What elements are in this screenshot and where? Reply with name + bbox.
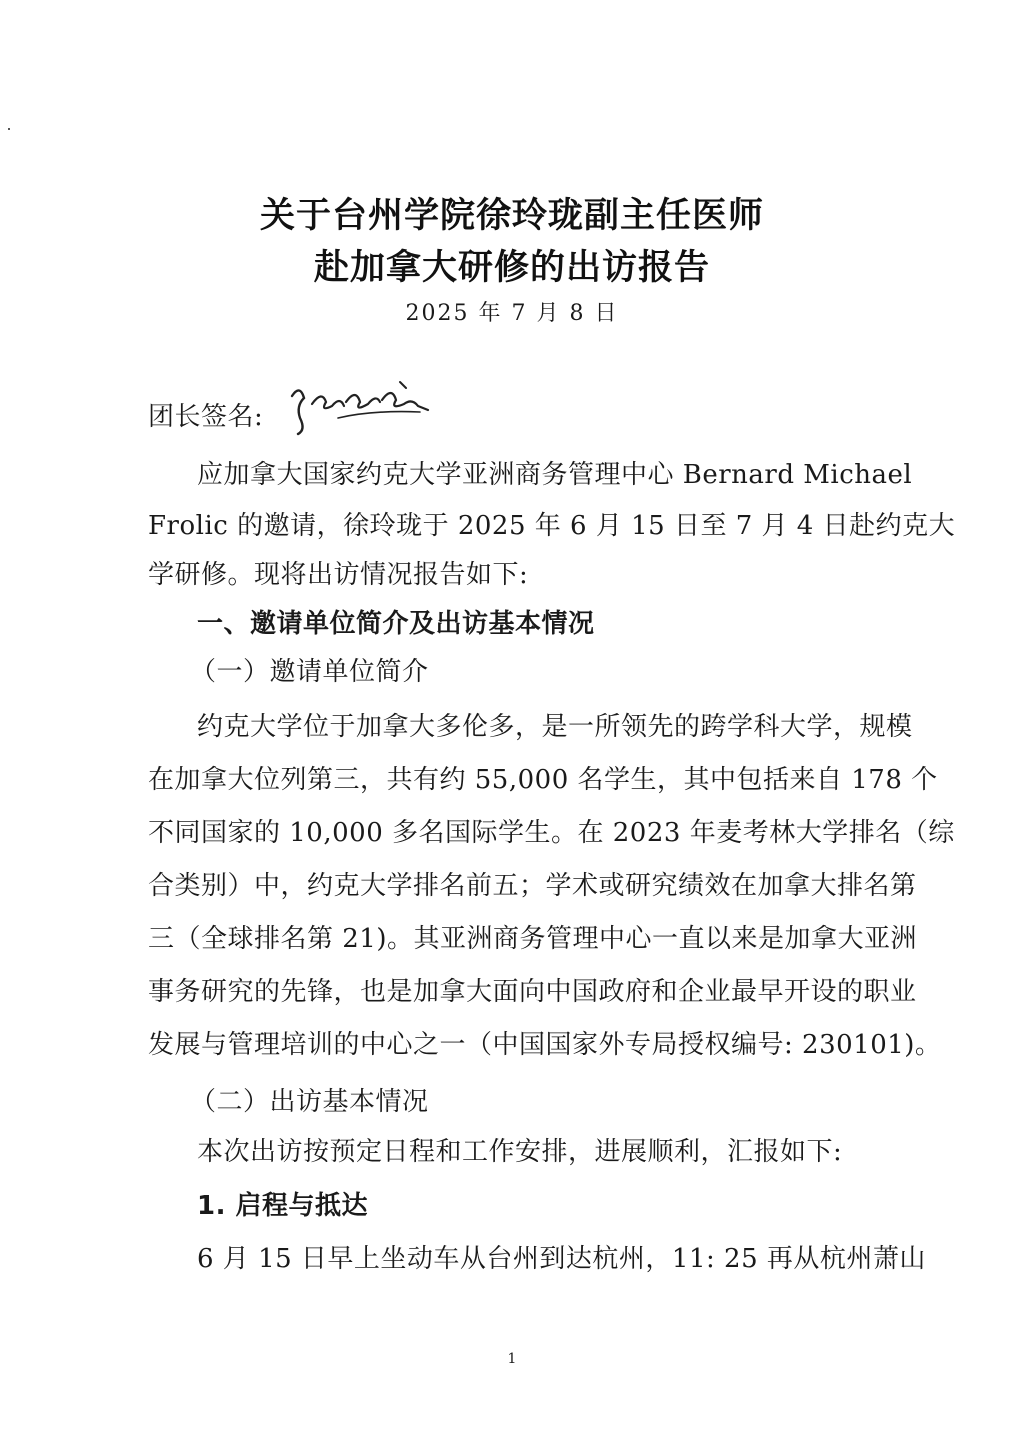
title-line-2: 赴加拿大研修的出访报告 <box>313 248 710 288</box>
para1-line-2: 在加拿大位列第三，共有约 55,000 名学生，其中包括来自 178 个 <box>148 765 938 795</box>
para1-line-3: 不同国家的 10,000 多名国际学生。在 2023 年麦考林大学排名（综 <box>148 818 955 848</box>
para1-line-4: 合类别）中，约克大学排名前五；学术或研究绩效在加拿大排名第 <box>148 871 917 901</box>
page-number: 1 <box>507 1351 517 1367</box>
section-1-heading: 一、邀请单位简介及出访基本情况 <box>197 609 595 639</box>
intro-line-1: 应加拿大国家约克大学亚洲商务管理中心 Bernard Michael <box>197 460 913 490</box>
report-date: 2025 年 7 月 8 日 <box>405 301 619 326</box>
para1-line-5: 三（全球排名第 21)。其亚洲商务管理中心一直以来是加拿大亚洲 <box>148 924 917 954</box>
handwritten-signature <box>282 376 432 436</box>
intro-line-3: 学研修。现将出访情况报告如下: <box>148 560 529 590</box>
para1-line-6: 事务研究的先锋，也是加拿大面向中国政府和企业最早开设的职业 <box>148 977 917 1007</box>
signature-label: 团长签名: <box>148 402 264 432</box>
intro-line-2: Frolic 的邀请，徐玲珑于 2025 年 6 月 15 日至 7 月 4 日赴约克大 <box>148 511 956 541</box>
subsection-1-heading: （一）邀请单位简介 <box>190 657 429 687</box>
title-line-1: 关于台州学院徐玲珑副主任医师 <box>259 196 764 236</box>
para1-line-1: 约克大学位于加拿大多伦多，是一所领先的跨学科大学，规模 <box>197 712 913 742</box>
item-1-text: 6 月 15 日早上坐动车从台州到达杭州，11: 25 再从杭州萧山 <box>197 1244 926 1274</box>
item-1-heading: 1. 启程与抵达 <box>197 1191 369 1221</box>
subsection-2-heading: （二）出访基本情况 <box>190 1087 429 1117</box>
para2: 本次出访按预定日程和工作安排，进展顺利，汇报如下: <box>197 1137 843 1167</box>
para1-line-7: 发展与管理培训的中心之一（中国国家外专局授权编号: 230101)。 <box>148 1030 942 1060</box>
scan-speck <box>8 128 10 130</box>
